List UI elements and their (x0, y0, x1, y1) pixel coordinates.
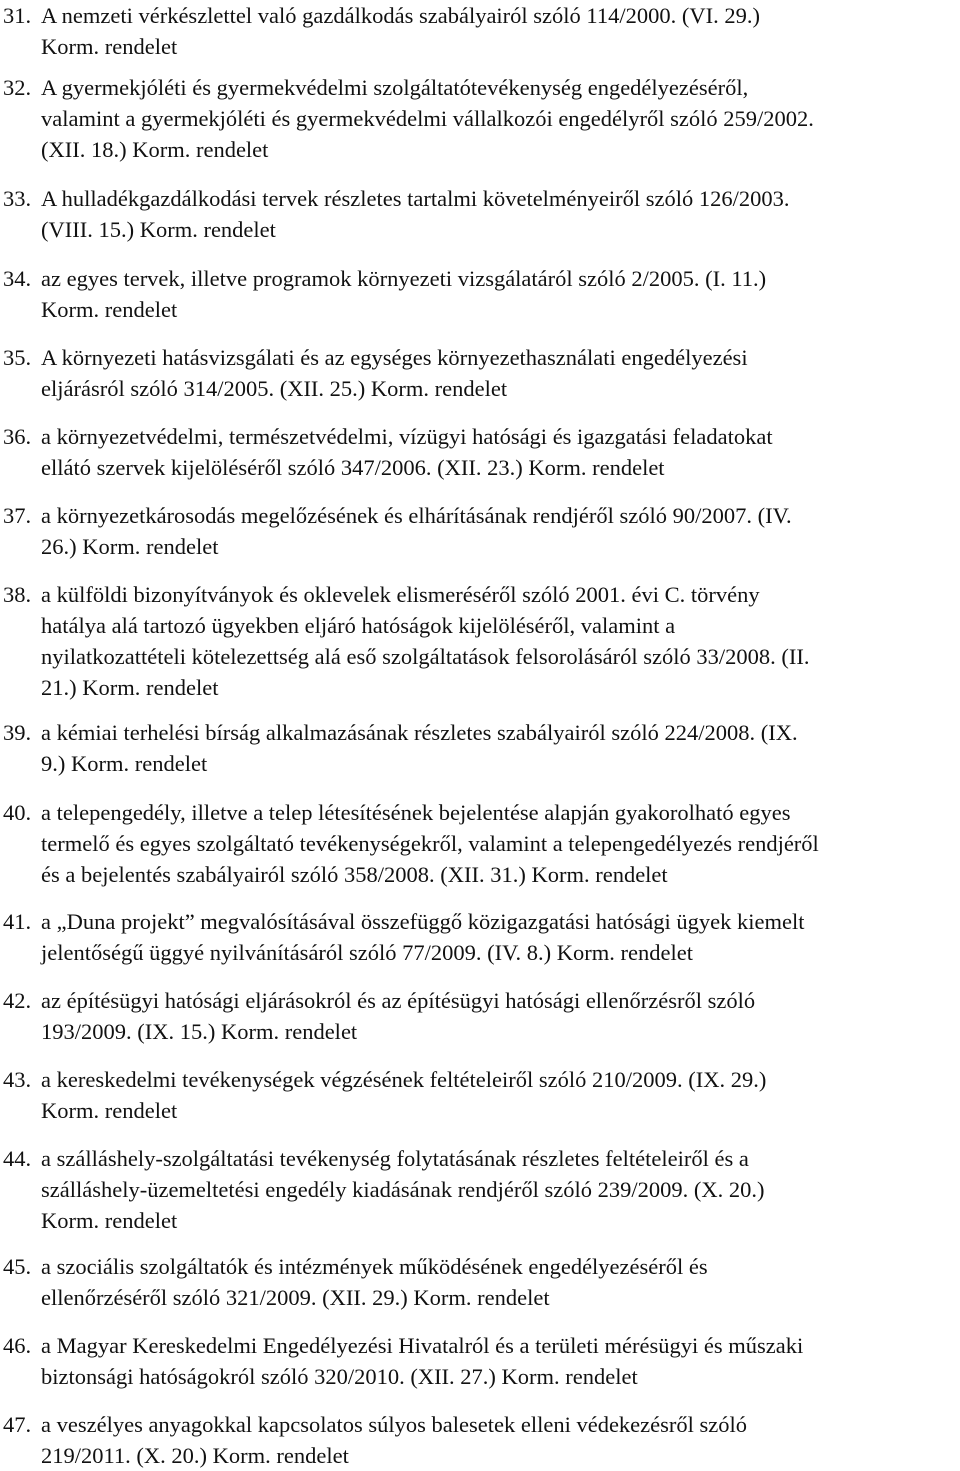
item-number: 31. (3, 3, 32, 28)
item-text: a veszélyes anyagokkal kapcsolatos súlyos balesetek elleni védekezésről szóló 219/2011. (X. 20.) Korm. rendelet (41, 1412, 748, 1468)
item-number: 47. (3, 1412, 32, 1437)
item-text: a környezetkárosodás megelőzésének és elhárításának rendjéről szóló 90/2007. (IV. 26.) Korm. rendelet (41, 503, 792, 559)
item-number: 37. (3, 503, 32, 528)
item-text: a szálláshely-szolgáltatási tevékenység folytatásának részletes feltételeiről és a szálláshely-üzemeltetési engedély kiadásának rendjéről szóló 239/2009. (X. 20.) Korm. rendelet (41, 1146, 765, 1233)
item-number: 40. (3, 800, 32, 825)
item-number: 43. (3, 1067, 32, 1092)
item-number: 36. (3, 424, 32, 449)
item-text: a Magyar Kereskedelmi Engedélyezési Hivatalról és a területi mérésügyi és műszaki biztonsági hatóságokról szóló 320/2010. (XII. 27.) Korm. rendelet (41, 1333, 804, 1389)
item-number: 41. (3, 909, 32, 934)
item-number: 33. (3, 186, 32, 211)
item-text: A hulladékgazdálkodási tervek részletes tartalmi követelményeiről szóló 126/2003. (VIII. 15.) Korm. rendelet (41, 186, 790, 242)
item-text: a környezetvédelmi, természetvédelmi, vízügyi hatósági és igazgatási feladatokat ellátó szervek kijelöléséről szóló 347/2006. (XII. 23.) Korm. rendelet (41, 424, 773, 480)
item-text: A gyermekjóléti és gyermekvédelmi szolgáltatótevékenység engedélyezéséről, valamint a gyermekjóléti és gyermekvédelmi vállalkozói engedélyről szóló 259/2002. (XII. 18.) Korm. rendelet (41, 75, 814, 162)
item-text: a szociális szolgáltatók és intézmények működésének engedélyezéséről és ellenőrzéséről szóló 321/2009. (XII. 29.) Korm. rendelet (41, 1254, 708, 1310)
item-text: A környezeti hatásvizsgálati és az egységes környezethasználati engedélyezési eljárásról szóló 314/2005. (XII. 25.) Korm. rendelet (41, 345, 748, 401)
item-text: az egyes tervek, illetve programok környezeti vizsgálatáról szóló 2/2005. (I. 11.) Korm. rendelet (41, 266, 767, 322)
item-text: a kereskedelmi tevékenységek végzésének feltételeiről szóló 210/2009. (IX. 29.) Korm. rendelet (41, 1067, 767, 1123)
item-text: a „Duna projekt” megvalósításával összefüggő közigazgatási hatósági ügyek kiemelt jelentőségű üggyé nyilvánításáról szóló 77/2009. (IV. 8.) Korm. rendelet (41, 909, 805, 965)
item-number: 46. (3, 1333, 32, 1358)
item-number: 45. (3, 1254, 32, 1279)
item-number: 42. (3, 988, 32, 1013)
item-text: az építésügyi hatósági eljárásokról és az építésügyi hatósági ellenőrzésről szóló 193/2009. (IX. 15.) Korm. rendelet (41, 988, 756, 1044)
item-text: A nemzeti vérkészlettel való gazdálkodás szabályairól szóló 114/2000. (VI. 29.) Korm. rendelet (41, 3, 760, 59)
item-text: a telepengedély, illetve a telep létesítésének bejelentése alapján gyakorolható egyes termelő és egyes szolgáltató tevékenységekről, valamint a telepengedélyezés rendjéről és a bejelentés szabályairól szóló 358/2008. (XII. 31.) Korm. rendelet (41, 800, 819, 887)
item-number: 35. (3, 345, 32, 370)
item-number: 38. (3, 582, 32, 607)
item-number: 44. (3, 1146, 32, 1171)
item-number: 32. (3, 75, 32, 100)
item-text: a kémiai terhelési bírság alkalmazásának részletes szabályairól szóló 224/2008. (IX. 9.) Korm. rendelet (41, 720, 798, 776)
item-number: 34. (3, 266, 32, 291)
item-text: a külföldi bizonyítványok és oklevelek elismeréséről szóló 2001. évi C. törvény hatálya alá tartozó ügyekben eljáró hatóságok kijelöléséről, valamint a nyilatkozattételi kötelezettség alá eső szolgáltatások felsorolásáról szóló 33/2008. (II. 21.) Korm. rendelet (41, 582, 810, 700)
item-number: 39. (3, 720, 32, 745)
